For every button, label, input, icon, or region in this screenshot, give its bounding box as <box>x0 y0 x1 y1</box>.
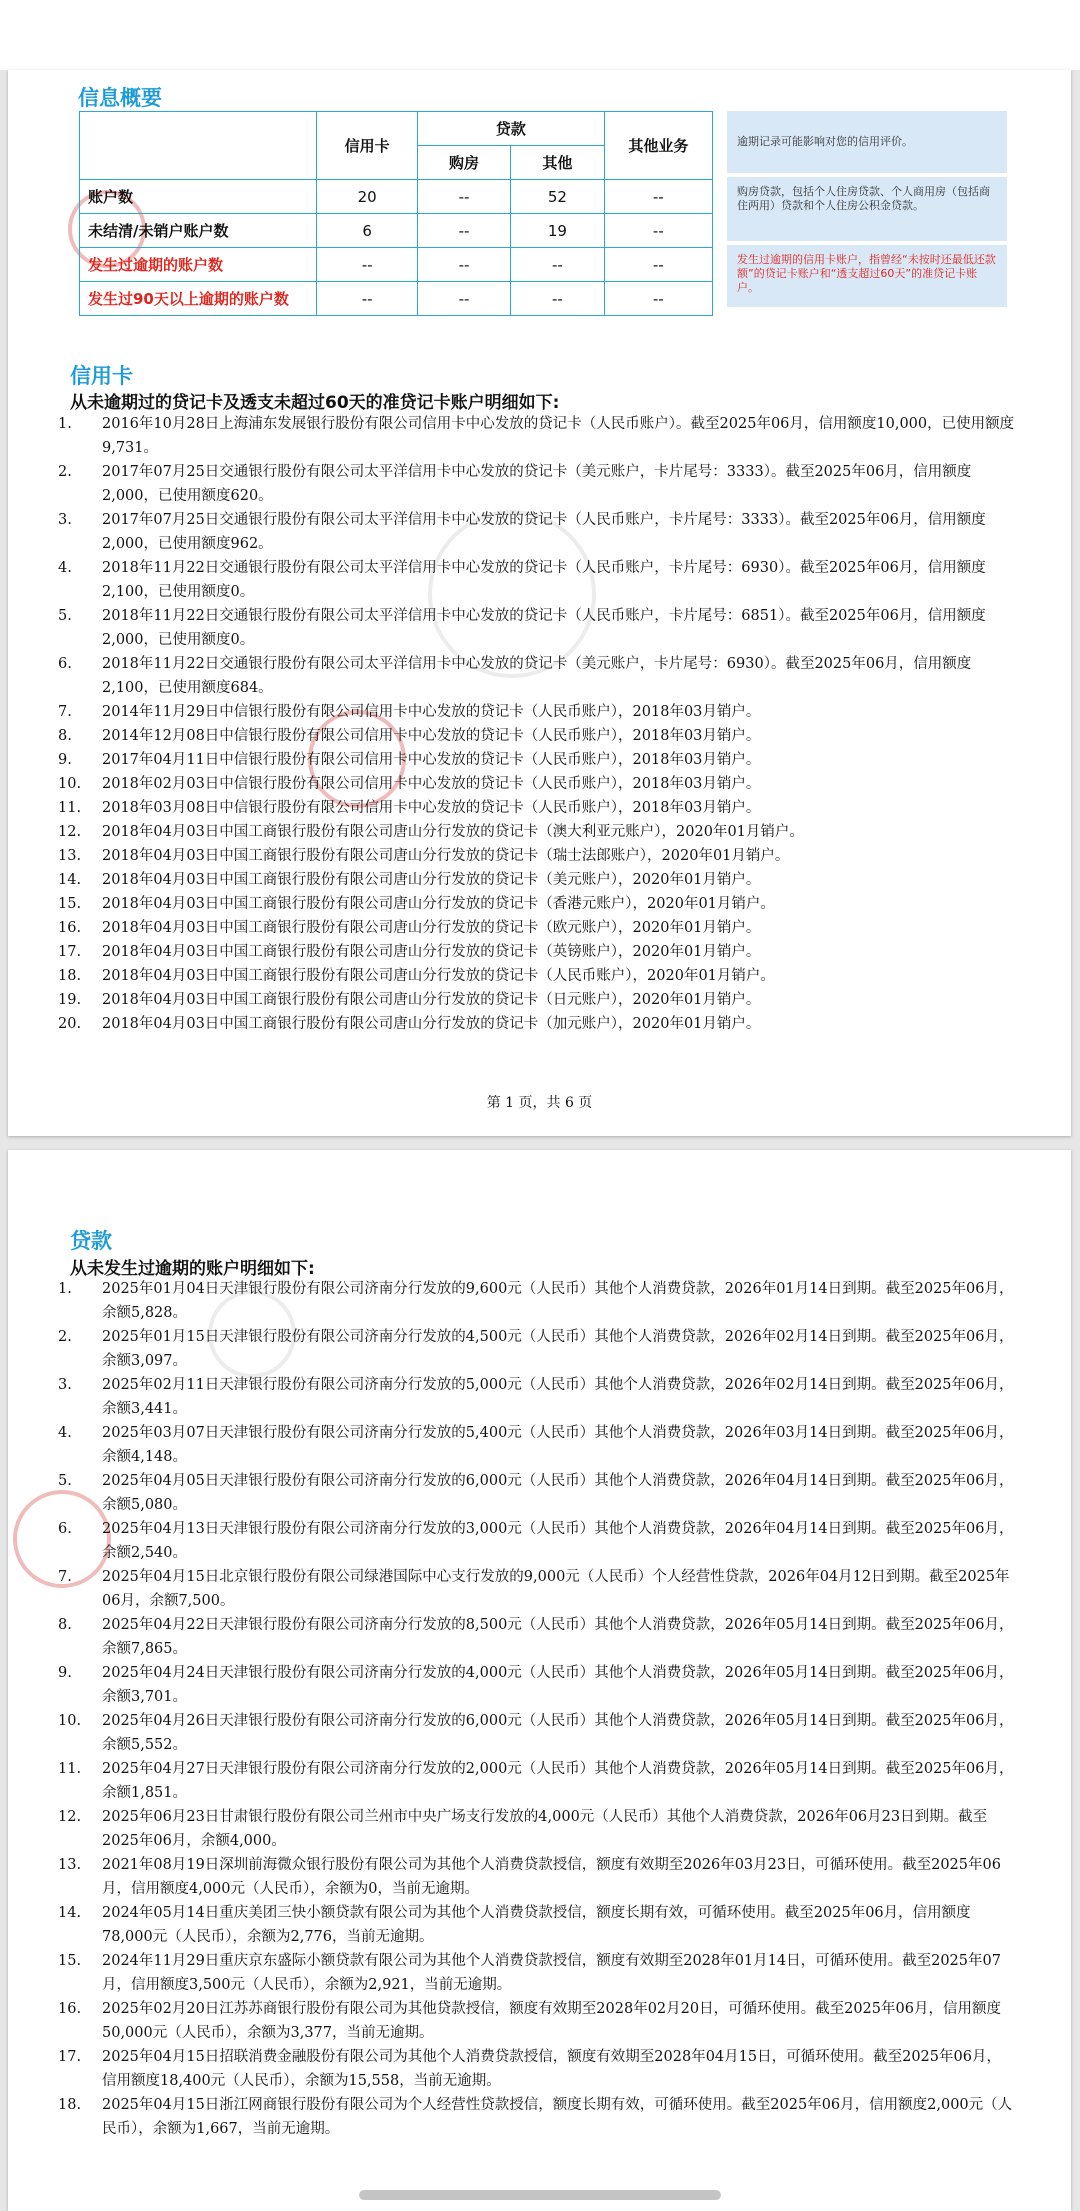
row-label: 未结清/未销户账户数 <box>80 214 317 248</box>
note-overdue-definition: 发生过逾期的信用卡账户，指曾经“未按时还最低还款额”的贷记卡账户和“透支超过60天”的准贷记卡账户。 <box>727 245 1007 307</box>
list-item <box>58 2045 1015 2093</box>
list-item-number: 3. <box>58 512 72 528</box>
list-item-text: 2025年03月07日天津银行股份有限公司济南分行发放的5,400元（人民币）其他个人消费贷款，2026年03月14日到期。截至2025年06月，余额4,148。 <box>102 1425 1014 1465</box>
cell-other-business: -- <box>604 248 712 282</box>
loan-list <box>58 1277 1015 2141</box>
credit-card-title: 信用卡 <box>70 364 133 388</box>
page-number: 第 1 页，共 6 页 <box>486 1095 593 1111</box>
list-item <box>58 820 1015 844</box>
list-item-number: 4. <box>58 1425 72 1441</box>
list-item-text: 2018年03月08日中信银行股份有限公司信用卡中心发放的贷记卡（人民币账户），2018年03月销户。 <box>102 800 761 816</box>
list-item-number: 1. <box>58 416 72 432</box>
list-item-text: 2025年04月26日天津银行股份有限公司济南分行发放的6,000元（人民币）其他个人消费贷款，2026年05月14日到期。截至2025年06月，余额5,552。 <box>102 1713 1014 1753</box>
list-item <box>58 460 1015 508</box>
list-item <box>58 1469 1015 1517</box>
list-item <box>58 1757 1015 1805</box>
cell-loan-other: 52 <box>511 180 604 214</box>
credit-card-subhead: 从未逾期过的贷记卡及透支未超过60天的准贷记卡账户明细如下: <box>70 393 560 413</box>
list-item-text: 2025年04月27日天津银行股份有限公司济南分行发放的2,000元（人民币）其他个人消费贷款，2026年05月14日到期。截至2025年06月，余额1,851。 <box>102 1761 1014 1801</box>
row-label: 发生过逾期的账户数 <box>80 248 317 282</box>
list-item-number: 16. <box>58 920 82 936</box>
list-item-text: 2018年02月03日中信银行股份有限公司信用卡中心发放的贷记卡（人民币账户），2018年03月销户。 <box>102 776 761 792</box>
report-page-2 <box>8 1150 1071 2211</box>
cell-credit-card: 6 <box>317 214 417 248</box>
list-item <box>58 844 1015 868</box>
list-item-number: 2. <box>58 464 72 480</box>
list-item-number: 18. <box>58 968 82 984</box>
list-item <box>58 412 1015 460</box>
list-item-number: 9. <box>58 1665 72 1681</box>
list-item <box>58 1277 1015 1325</box>
list-item-text: 2018年04月03日中国工商银行股份有限公司唐山分行发放的贷记卡（日元账户），2020年01月销户。 <box>102 992 761 1008</box>
list-item <box>58 2093 1015 2141</box>
list-item-number: 5. <box>58 608 72 624</box>
list-item-text: 2018年11月22日交通银行股份有限公司太平洋信用卡中心发放的贷记卡（人民币账户，卡片尾号：6930）。截至2025年06月，信用额度2,100，已使用额度0。 <box>102 560 986 600</box>
list-item-number: 10. <box>58 776 82 792</box>
report-page-1 <box>8 70 1071 1136</box>
credit-card-list <box>58 412 1015 1036</box>
list-item-text: 2025年02月20日江苏苏商银行股份有限公司为其他贷款授信，额度有效期至2028年02月20日，可循环使用。截至2025年06月，信用额度50,000元（人民币），余额为3,377，当前无逾期。 <box>102 2001 1001 2041</box>
loan-title: 贷款 <box>70 1229 112 1253</box>
list-item-number: 2. <box>58 1329 72 1345</box>
list-item <box>58 1901 1015 1949</box>
table-row <box>80 214 713 248</box>
list-item-number: 5. <box>58 1473 72 1489</box>
list-item-number: 17. <box>58 944 82 960</box>
list-item-number: 11. <box>58 800 82 816</box>
list-item-text: 2018年11月22日交通银行股份有限公司太平洋信用卡中心发放的贷记卡（人民币账户，卡片尾号：6851）。截至2025年06月，信用额度2,000，已使用额度0。 <box>102 608 986 648</box>
list-item-number: 9. <box>58 752 72 768</box>
list-item-number: 12. <box>58 1809 82 1825</box>
list-item-text: 2025年04月15日北京银行股份有限公司绿港国际中心支行发放的9,000元（人民币）个人经营性贷款，2026年04月12日到期。截至2025年06月，余额7,500。 <box>102 1569 1010 1609</box>
list-item-number: 20. <box>58 1016 82 1032</box>
list-item <box>58 652 1015 700</box>
list-item-number: 13. <box>58 1857 82 1873</box>
list-item-text: 2018年04月03日中国工商银行股份有限公司唐山分行发放的贷记卡（香港元账户），2020年01月销户。 <box>102 896 775 912</box>
list-item <box>58 604 1015 652</box>
list-item-text: 2025年01月15日天津银行股份有限公司济南分行发放的4,500元（人民币）其他个人消费贷款，2026年02月14日到期。截至2025年06月，余额3,097。 <box>102 1329 1014 1369</box>
list-item <box>58 1373 1015 1421</box>
list-item-text: 2025年04月05日天津银行股份有限公司济南分行发放的6,000元（人民币）其他个人消费贷款，2026年04月14日到期。截至2025年06月，余额5,080。 <box>102 1473 1014 1513</box>
list-item <box>58 1421 1015 1469</box>
table-row <box>80 180 713 214</box>
cell-loan-house: -- <box>417 248 510 282</box>
list-item-number: 18. <box>58 2097 82 2113</box>
list-item <box>58 892 1015 916</box>
row-label: 发生过90天以上逾期的账户数 <box>80 282 317 316</box>
list-item-text: 2018年04月03日中国工商银行股份有限公司唐山分行发放的贷记卡（加元账户），2020年01月销户。 <box>102 1016 761 1032</box>
list-item-text: 2025年04月22日天津银行股份有限公司济南分行发放的8,500元（人民币）其他个人消费贷款，2026年05月14日到期。截至2025年06月，余额7,865。 <box>102 1617 1014 1657</box>
list-item <box>58 1325 1015 1373</box>
list-item-number: 8. <box>58 1617 72 1633</box>
top-strip <box>0 0 1080 70</box>
list-item-number: 15. <box>58 896 82 912</box>
home-indicator[interactable] <box>359 2190 721 2200</box>
cell-other-business: -- <box>604 214 712 248</box>
list-item-number: 14. <box>58 1905 82 1921</box>
list-item-number: 4. <box>58 560 72 576</box>
list-item <box>58 724 1015 748</box>
list-item-text: 2025年04月24日天津银行股份有限公司济南分行发放的4,000元（人民币）其他个人消费贷款，2026年05月14日到期。截至2025年06月，余额3,701。 <box>102 1665 1014 1705</box>
cell-other-business: -- <box>604 282 712 316</box>
list-item-number: 13. <box>58 848 82 864</box>
cell-other-business: -- <box>604 180 712 214</box>
list-item-text: 2024年11月29日重庆京东盛际小额贷款有限公司为其他个人消费贷款授信，额度有效期至2028年01月14日，可循环使用。截至2025年07月，信用额度3,500元（人民币），余额为2,921，当前无逾期。 <box>102 1953 1001 1993</box>
list-item-text: 2017年07月25日交通银行股份有限公司太平洋信用卡中心发放的贷记卡（人民币账户，卡片尾号：3333）。截至2025年06月，信用额度2,000，已使用额度962。 <box>102 512 986 552</box>
loan-subhead: 从未发生过逾期的账户明细如下: <box>70 1259 315 1279</box>
list-item <box>58 916 1015 940</box>
cell-loan-house: -- <box>417 180 510 214</box>
list-item-text: 2016年10月28日上海浦东发展银行股份有限公司信用卡中心发放的贷记卡（人民币账户）。截至2025年06月，信用额度10,000，已使用额度9,731。 <box>102 416 1015 456</box>
list-item <box>58 868 1015 892</box>
list-item-text: 2018年04月03日中国工商银行股份有限公司唐山分行发放的贷记卡（英镑账户），2020年01月销户。 <box>102 944 761 960</box>
list-item <box>58 556 1015 604</box>
cell-credit-card: 20 <box>317 180 417 214</box>
list-item-text: 2025年06月23日甘肃银行股份有限公司兰州市中央广场支行发放的4,000元（人民币）其他个人消费贷款，2026年06月23日到期。截至2025年06月，余额4,000。 <box>102 1809 988 1849</box>
list-item-text: 2024年05月14日重庆美团三快小额贷款有限公司为其他个人消费贷款授信，额度长期有效，可循环使用。截至2025年06月，信用额度78,000元（人民币），余额为2,776，当前无逾期。 <box>102 1905 971 1945</box>
list-item <box>58 796 1015 820</box>
list-item-text: 2025年02月11日天津银行股份有限公司济南分行发放的5,000元（人民币）其他个人消费贷款，2026年02月14日到期。截至2025年06月，余额3,441。 <box>102 1377 1014 1417</box>
list-item <box>58 1997 1015 2045</box>
list-item <box>58 1853 1015 1901</box>
list-item-text: 2018年04月03日中国工商银行股份有限公司唐山分行发放的贷记卡（欧元账户），2020年01月销户。 <box>102 920 761 936</box>
list-item-text: 2018年04月03日中国工商银行股份有限公司唐山分行发放的贷记卡（人民币账户），2020年01月销户。 <box>102 968 775 984</box>
list-item-text: 2018年04月03日中国工商银行股份有限公司唐山分行发放的贷记卡（美元账户），2020年01月销户。 <box>102 872 761 888</box>
list-item-text: 2017年07月25日交通银行股份有限公司太平洋信用卡中心发放的贷记卡（美元账户，卡片尾号：3333）。截至2025年06月，信用额度2,000，已使用额度620。 <box>102 464 972 504</box>
list-item <box>58 508 1015 556</box>
list-item <box>58 748 1015 772</box>
header-credit-card: 信用卡 <box>317 112 417 180</box>
list-item <box>58 1613 1015 1661</box>
list-item-number: 19. <box>58 992 82 1008</box>
list-item-text: 2025年04月13日天津银行股份有限公司济南分行发放的3,000元（人民币）其他个人消费贷款，2026年04月14日到期。截至2025年06月，余额2,540。 <box>102 1521 1014 1561</box>
list-item-number: 7. <box>58 1569 72 1585</box>
list-item-number: 14. <box>58 872 82 888</box>
list-item-text: 2014年11月29日中信银行股份有限公司信用卡中心发放的贷记卡（人民币账户），2018年03月销户。 <box>102 704 761 720</box>
list-item-text: 2014年12月08日中信银行股份有限公司信用卡中心发放的贷记卡（人民币账户），2018年03月销户。 <box>102 728 761 744</box>
header-other-business: 其他业务 <box>604 112 712 180</box>
overview-notes <box>727 111 1007 311</box>
list-item <box>58 964 1015 988</box>
list-item-text: 2025年01月04日天津银行股份有限公司济南分行发放的9,600元（人民币）其他个人消费贷款，2026年01月14日到期。截至2025年06月，余额5,828。 <box>102 1281 1014 1321</box>
list-item <box>58 1565 1015 1613</box>
list-item <box>58 772 1015 796</box>
cell-loan-house: -- <box>417 282 510 316</box>
list-item <box>58 1517 1015 1565</box>
list-item-text: 2025年04月15日浙江网商银行股份有限公司为个人经营性贷款授信，额度长期有效，可循环使用。截至2025年06月，信用额度2,000元（人民币），余额为1,667，当前无逾期。 <box>102 2097 1013 2137</box>
list-item-number: 15. <box>58 1953 82 1969</box>
list-item <box>58 1709 1015 1757</box>
note-overdue-impact: 逾期记录可能影响对您的信用评价。 <box>727 111 1007 173</box>
list-item-number: 7. <box>58 704 72 720</box>
row-label: 账户数 <box>80 180 317 214</box>
cell-loan-other: -- <box>511 248 604 282</box>
list-item-text: 2018年04月03日中国工商银行股份有限公司唐山分行发放的贷记卡（瑞士法郎账户），2020年01月销户。 <box>102 848 790 864</box>
list-item <box>58 700 1015 724</box>
list-item <box>58 1949 1015 1997</box>
cell-loan-other: -- <box>511 282 604 316</box>
list-item-number: 17. <box>58 2049 82 2065</box>
cell-loan-house: -- <box>417 214 510 248</box>
list-item-number: 12. <box>58 824 82 840</box>
list-item <box>58 1805 1015 1853</box>
list-item-number: 16. <box>58 2001 82 2017</box>
list-item-number: 6. <box>58 656 72 672</box>
list-item-text: 2021年08月19日深圳前海微众银行股份有限公司为其他个人消费贷款授信，额度有效期至2026年03月23日，可循环使用。截至2025年06月，信用额度4,000元（人民币），余额为0，当前无逾期。 <box>102 1857 1001 1897</box>
list-item-number: 3. <box>58 1377 72 1393</box>
list-item-text: 2025年04月15日招联消费金融股份有限公司为其他个人消费贷款授信，额度有效期至2028年04月15日，可循环使用。截至2025年06月，信用额度18,400元（人民币），余额为15,558，当前无逾期。 <box>102 2049 1001 2089</box>
table-corner <box>80 112 317 180</box>
header-loan: 贷款 <box>417 112 604 146</box>
list-item-number: 1. <box>58 1281 72 1297</box>
list-item-text: 2018年11月22日交通银行股份有限公司太平洋信用卡中心发放的贷记卡（美元账户，卡片尾号：6930）。截至2025年06月，信用额度2,100，已使用额度684。 <box>102 656 972 696</box>
note-house-loan: 购房贷款，包括个人住房贷款、个人商用房（包括商住两用）贷款和个人住房公积金贷款。 <box>727 177 1007 241</box>
list-item-text: 2018年04月03日中国工商银行股份有限公司唐山分行发放的贷记卡（澳大利亚元账户），2020年01月销户。 <box>102 824 804 840</box>
list-item-number: 11. <box>58 1761 82 1777</box>
cell-credit-card: -- <box>317 282 417 316</box>
header-loan-house: 购房 <box>417 146 510 180</box>
cell-loan-other: 19 <box>511 214 604 248</box>
overview-title: 信息概要 <box>78 86 162 110</box>
list-item-text: 2017年04月11日中信银行股份有限公司信用卡中心发放的贷记卡（人民币账户），2018年03月销户。 <box>102 752 761 768</box>
table-row <box>80 282 713 316</box>
overview-table <box>79 111 713 316</box>
list-item <box>58 988 1015 1012</box>
cell-credit-card: -- <box>317 248 417 282</box>
list-item <box>58 940 1015 964</box>
list-item-number: 8. <box>58 728 72 744</box>
list-item-number: 10. <box>58 1713 82 1729</box>
header-loan-other: 其他 <box>511 146 604 180</box>
list-item-number: 6. <box>58 1521 72 1537</box>
table-row <box>80 248 713 282</box>
list-item <box>58 1661 1015 1709</box>
list-item <box>58 1012 1015 1036</box>
